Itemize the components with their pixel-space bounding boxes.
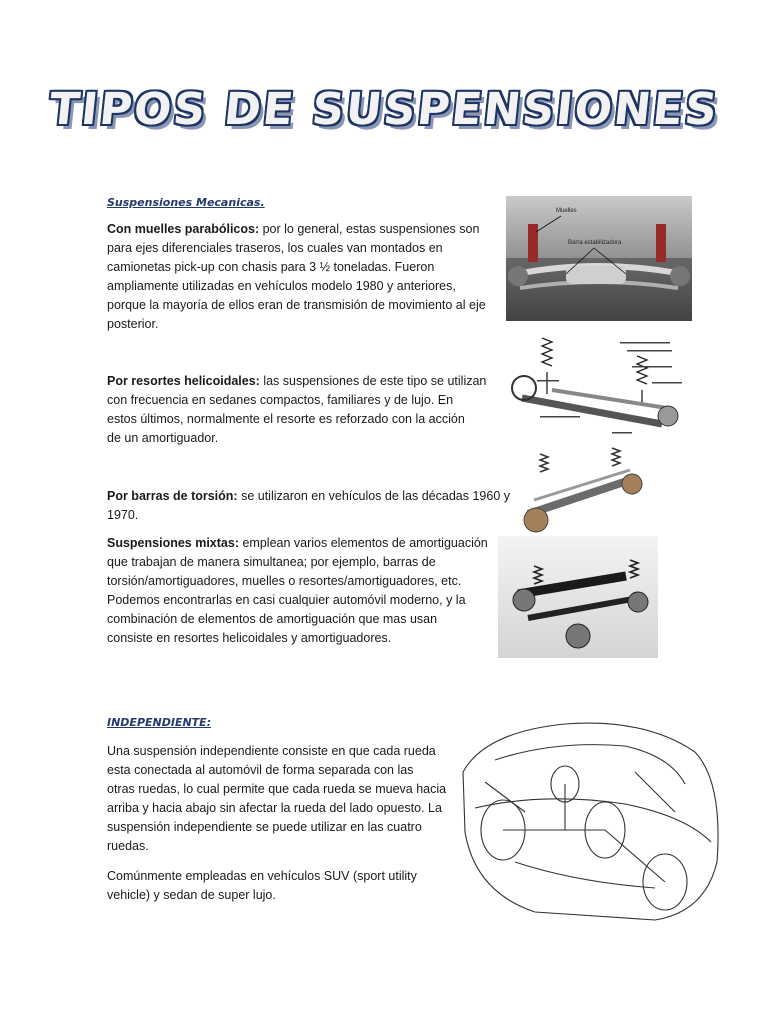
paragraph-torsion-bars bbox=[107, 487, 510, 525]
paragraph-independent-1: Una suspensión independiente consiste en que cada rueda esta conectada al automóvil de forma separada con las otras ruedas, lo cual permite que cada rueda se mueva hacia arriba y hacia abajo sin afectar la rueda del lado opuesto. La suspensión independiente se puede utilizar en las cuatro ruedas. bbox=[107, 744, 447, 853]
label-muelles: Muelles bbox=[556, 208, 577, 214]
paragraph-mixed bbox=[107, 534, 488, 648]
term-leaf-springs: Con muelles parabólicos: bbox=[107, 222, 260, 236]
text-coil-springs: las suspensiones de este tipo se utilizan con frecuencia en sedanes compactos, familiares y de lujo. En estos últimos, normalmente el resorte es reforzado con la acción de un amortiguador. bbox=[107, 374, 487, 445]
section-heading-independent: INDEPENDIENTE: bbox=[107, 716, 212, 729]
text-leaf-springs: por lo general, estas suspensiones son para ejes diferenciales traseros, los cuales van montados en camionetas pick-up con chasis para 3 ½ toneladas. Fueron ampliamente utilizadas en vehículos modelo 1980 y anteriores, porque la mayoría de ellos eran de transmisión de movimiento al eje posterior. bbox=[107, 222, 486, 331]
section-heading-mechanical: Suspensiones Mecanicas. bbox=[107, 196, 265, 209]
paragraph-leaf-springs bbox=[107, 220, 486, 334]
paragraph-coil-springs bbox=[107, 372, 486, 448]
independent-suspension-car-sketch bbox=[455, 712, 730, 924]
coil-spring-diagram-image bbox=[492, 328, 692, 440]
term-mixed: Suspensiones mixtas: bbox=[107, 536, 239, 550]
text-mixed: emplean varios elementos de amortiguación que trabajan de manera simultanea; por ejemplo, barras de torsión/amortiguadores, muelles o resortes/amortiguadores, etc. Podemos encontrarlas en casi cualquier automóvil moderno, y la combinación de elementos de amortiguación que mas usan consiste en resortes helicoidales y amortiguadores. bbox=[107, 536, 488, 645]
label-barra-estabilizadora: Barra estabilizadora bbox=[568, 240, 622, 246]
leaf-spring-axle-image bbox=[506, 196, 692, 321]
torsion-bar-suspension-image bbox=[520, 444, 644, 536]
page-title: TIPOS DE SUSPENSIONES bbox=[46, 84, 722, 135]
paragraph-independent-2: Comúnmente empleadas en vehículos SUV (sport utility vehicle) y sedan de super lujo. bbox=[107, 869, 417, 902]
text-torsion-bars: se utilizaron en vehículos de las décadas 1960 y 1970. bbox=[107, 489, 510, 522]
term-coil-springs: Por resortes helicoidales: bbox=[107, 374, 260, 388]
term-torsion-bars: Por barras de torsión: bbox=[107, 489, 238, 503]
mixed-suspension-image bbox=[498, 536, 658, 658]
